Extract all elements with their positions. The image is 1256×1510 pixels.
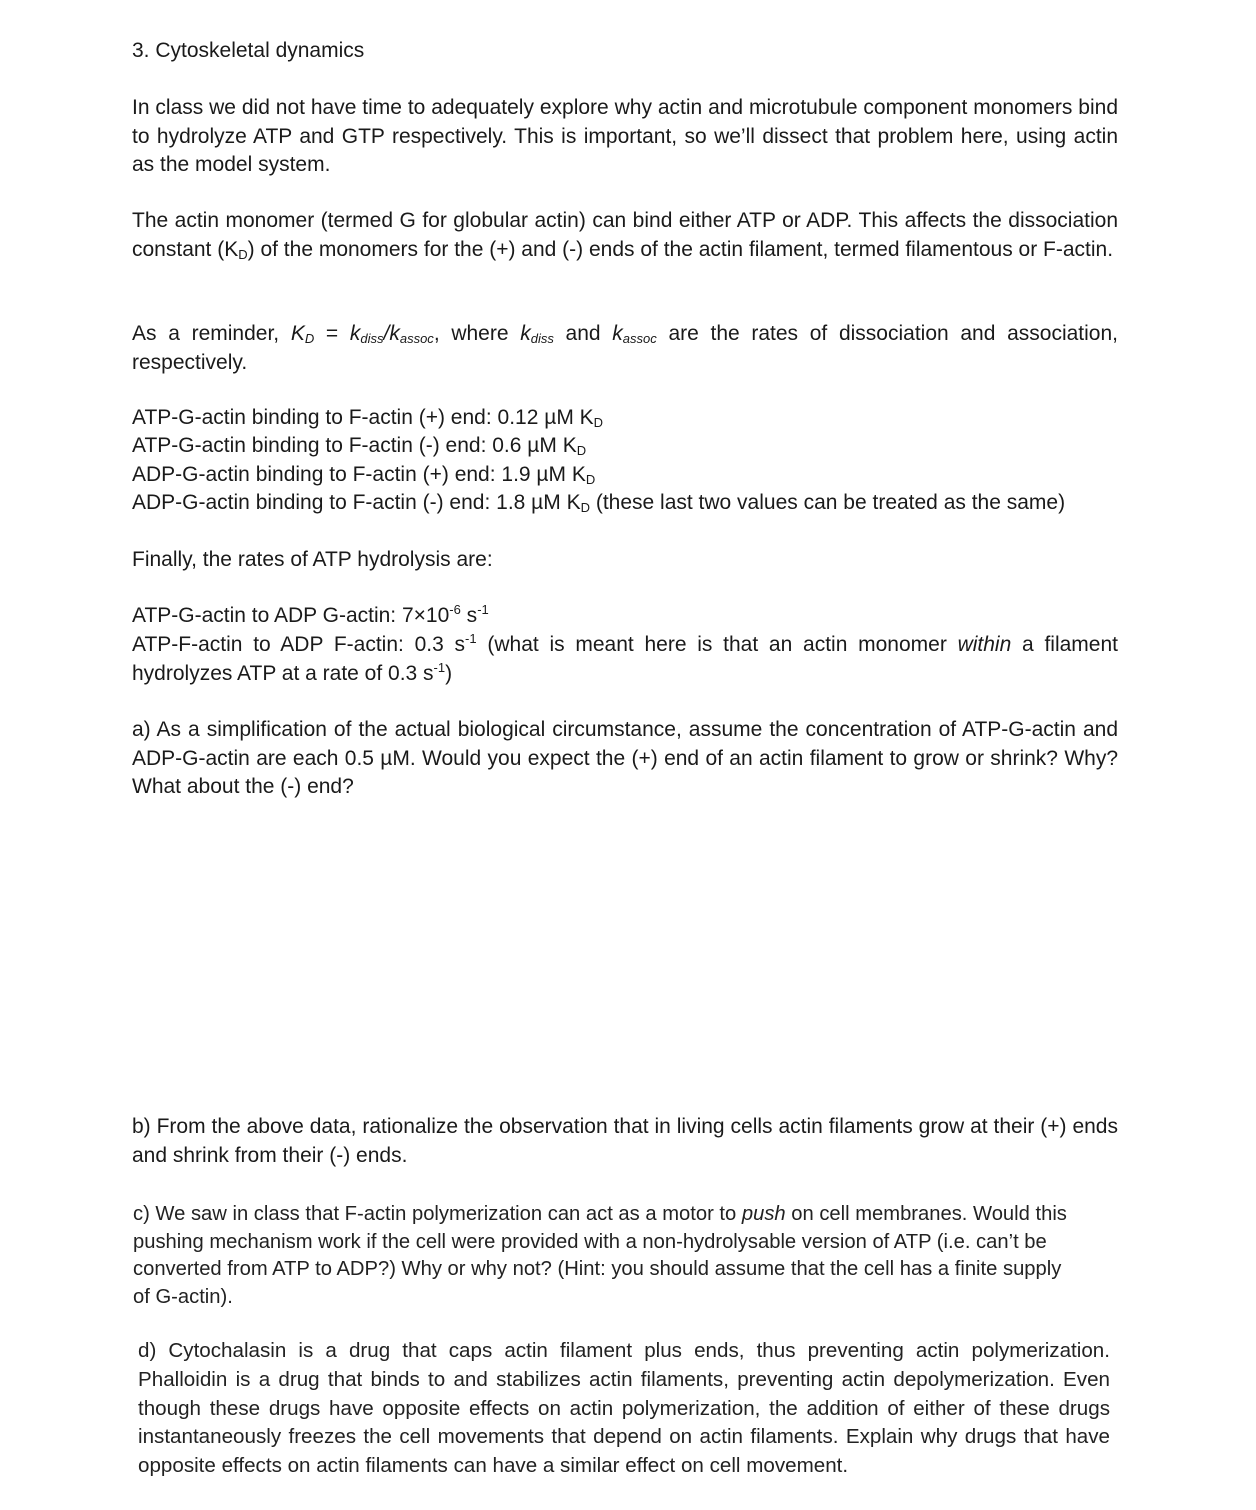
binding-constants-list (132, 404, 1118, 517)
binding-line: ATP-G-actin binding to F-actin (-) end: 0.6 µM $K_D$ (132, 434, 587, 459)
intro-paragraph: In class we did not have time to adequately explore why actin and microtubule component monomers bind to hydrolyze ATP and GTP respectively. This is important, so we’ll dissect that problem here, using actin as the model system. (132, 96, 1118, 176)
question-c: c) We saw in class that F-actin polymerization can act as a motor to push on cell membranes. Would this pushing mechanism work if the cell were provided with a non-hydrolysable version of ATP (i.e. can’t be converted from ATP to ADP?) Why or why not? (Hint: you should assume that the cell has a finite supply of G-actin). (133, 1203, 1067, 1309)
question-a: a) As a simplification of the actual biological circumstance, assume the concentration of ATP-G-actin and ADP-G-actin are each 0.5 µM. Would you expect the (+) end of an actin filament to grow or shrink? Why? What about the (-) end? (132, 718, 1118, 798)
binding-line: ATP-G-actin binding to F-actin (+) end: 0.12 µM $K_D$ (132, 406, 604, 430)
question-b: b) From the above data, rationalize the observation that in living cells actin filaments grow at their (+) ends and shrink from their (-) ends. (132, 1115, 1118, 1167)
reminder-paragraph: As a reminder, $K_D = k_{diss}/k_{assoc}$, where $k_{diss}$ and $k_{assoc}$ are the rates of dissociation and association, respectively. (132, 322, 1118, 374)
binding-line: ADP-G-actin binding to F-actin (+) end: 1.9 µM $K_D$ (132, 462, 596, 487)
binding-line: ADP-G-actin binding to F-actin (-) end: 1.8 µM $K_D$ (these last two values can be treated as the same) (132, 490, 1066, 515)
section-title: 3. Cytoskeletal dynamics (132, 39, 365, 62)
question-d: d) Cytochalasin is a drug that caps actin filament plus ends, thus preventing actin polymerization. Phalloidin is a drug that binds to and stabilizes actin filaments, preventing actin depolymerization. Even though these drugs have opposite effects on actin polymerization, the addition of either of these drugs instantaneously freezes the cell movements that depend on actin filaments. Explain why drugs that have opposite effects on actin filaments can have a similar effect on cell movement. (138, 1339, 1110, 1478)
rate-line-f-actin: ATP-F-actin to ADP F-actin: 0.3 $s^{-1}$ (what is meant here is that an actin monomer within a filament hydrolyzes ATP at a rate of 0.3 $s^{-1}$) (132, 631, 1118, 685)
monomer-paragraph: The actin monomer (termed G for globular actin) can bind either ATP or ADP. This affects the dissociation constant $(K_D)$ of the monomers for the (+) and (-) ends of the actin filament, termed filamentous or F-actin. (132, 209, 1118, 262)
rate-line-g-actin: ATP-G-actin to ADP G-actin: $7\times 10^{-6}$ $s^{-1}$ (132, 602, 489, 627)
rates-intro: Finally, the rates of ATP hydrolysis are: (132, 548, 493, 571)
